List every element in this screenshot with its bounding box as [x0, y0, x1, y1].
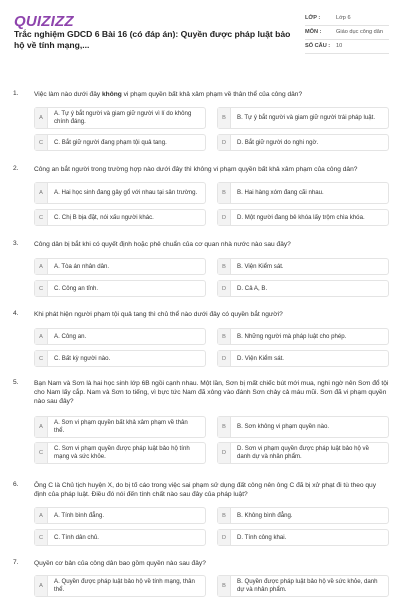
question-text [34, 90, 390, 99]
option-c[interactable] [34, 134, 206, 151]
option-text: B. Những người mà pháp luật cho phép. [237, 332, 347, 340]
option-letter: A [35, 329, 48, 344]
option-letter: B [218, 508, 231, 523]
option-a[interactable] [34, 328, 206, 345]
question-emphasis: không [102, 91, 122, 98]
meta-label: LỚP : [305, 15, 321, 21]
question-text: Công an bắt người trong trường hợp nào dưới đây thì không vi phạm quyền bất khả xâm phạm của công dân? [34, 166, 358, 173]
option-text: D. Cả A, B. [237, 284, 268, 292]
option-b[interactable] [217, 107, 389, 129]
option-d[interactable] [217, 134, 389, 151]
option-text: D. Viện Kiểm sát. [237, 354, 284, 362]
option-text: D. Một người đang bẻ khóa lấy trộm chìa khóa. [237, 213, 365, 221]
question-text: Quyền cơ bản của công dân bao gồm quyền nào sau đây? [34, 560, 206, 567]
option-letter: B [218, 183, 231, 203]
question-number: 1. [13, 90, 19, 97]
option-text: D. Bắt giữ người do nghi ngờ. [237, 138, 319, 146]
option-d[interactable] [217, 442, 389, 464]
option-a[interactable] [34, 416, 206, 438]
option-text: B. Quyền được pháp luật bảo hộ về sức khỏe, danh dự và nhân phẩm. [237, 578, 378, 593]
option-text: A. Tính bình đẳng. [54, 511, 105, 519]
option-letter: D [218, 135, 231, 150]
option-letter: D [218, 351, 231, 366]
question-number: 6. [13, 481, 19, 488]
option-text: C. Bất kỳ người nào. [54, 354, 111, 362]
question-text: Ông C là Chủ tịch huyện X, do bị tố cáo trong việc sai phạm sử dụng đất công nên ông C đã bị xử phạt đi tù theo quy định của pháp luật. Điều đó nói đến tính chất nào sau đây của pháp luật? [34, 482, 377, 498]
option-text: C. Chị B bịa đặt, nói xấu người khác. [54, 213, 154, 221]
option-text: C. Bắt giữ người đang phạm tội quả tang. [54, 138, 167, 146]
option-c[interactable] [34, 209, 206, 226]
option-text: A. Quyền được pháp luật bảo hộ về tính mạng, thân thể. [54, 578, 195, 593]
option-letter: D [218, 530, 231, 545]
option-text: C. Tính dân chủ. [54, 533, 99, 541]
question-number: 4. [13, 310, 19, 317]
option-a[interactable] [34, 107, 206, 129]
quiz-meta [305, 12, 389, 54]
option-letter: A [35, 508, 48, 523]
option-letter: C [35, 135, 48, 150]
question-number: 7. [13, 559, 19, 566]
option-d[interactable] [217, 280, 389, 297]
question-number: 3. [13, 240, 19, 247]
option-text: B. Hai hàng xóm đang cãi nhau. [237, 189, 324, 196]
option-letter: B [218, 417, 231, 437]
option-letter: B [218, 108, 231, 128]
option-b[interactable] [217, 416, 389, 438]
option-b[interactable] [217, 182, 389, 204]
option-c[interactable] [34, 280, 206, 297]
option-a[interactable] [34, 507, 206, 524]
option-letter: C [35, 210, 48, 225]
question-text: Khi phát hiện người phạm tội quả tang thì chủ thể nào dưới đây có quyền bắt người? [34, 311, 283, 318]
option-text: A. Công an. [54, 332, 87, 340]
option-d[interactable] [217, 529, 389, 546]
option-letter: B [218, 329, 231, 344]
quizizz-logo[interactable]: QUIZIZZ [14, 13, 74, 30]
option-letter: A [35, 576, 48, 596]
option-letter: B [218, 576, 231, 596]
option-text: B. Viện Kiểm sát. [237, 262, 284, 270]
option-letter: C [35, 351, 48, 366]
option-text: A. Tòa án nhân dân. [54, 262, 110, 270]
option-c[interactable] [34, 529, 206, 546]
option-b[interactable] [217, 507, 389, 524]
page-title: Trắc nghiệm GDCD 6 Bài 16 (có đáp án): Quyền được pháp luật bảo hộ về tính mạng,... [14, 29, 291, 50]
option-b[interactable] [217, 575, 389, 597]
question-text: Công dân bị bắt khi có quyết định hoặc phê chuẩn của cơ quan nhà nước nào sau đây? [34, 241, 291, 248]
option-letter: D [218, 210, 231, 225]
option-text: D. Sơn vi phạm quyền được pháp luật bảo hộ về danh dự và nhân phẩm. [237, 445, 369, 460]
option-a[interactable] [34, 258, 206, 275]
option-c[interactable] [34, 350, 206, 367]
option-b[interactable] [217, 328, 389, 345]
option-text: A. Tự ý bắt người và giam giữ người vì lí do không chính đáng. [54, 110, 192, 125]
option-letter: A [35, 183, 48, 203]
option-letter: A [35, 259, 48, 274]
option-letter: B [218, 259, 231, 274]
option-letter: C [35, 281, 48, 296]
meta-value: 10 [336, 43, 343, 49]
quiz-header [0, 0, 400, 76]
meta-row-subject [305, 26, 389, 40]
option-text: B. Không bình đẳng. [237, 511, 293, 519]
option-text: C. Công an tỉnh. [54, 284, 99, 292]
option-letter: D [218, 443, 231, 463]
option-b[interactable] [217, 258, 389, 275]
option-a[interactable] [34, 182, 206, 204]
option-c[interactable] [34, 442, 206, 464]
option-d[interactable] [217, 209, 389, 226]
option-text: C. Sơn vi phạm quyền được pháp luật bảo hộ tính mạng và sức khỏe. [54, 445, 190, 460]
option-d[interactable] [217, 350, 389, 367]
option-text: A. Hai học sinh đang gây gổ với nhau tại sân trường. [54, 189, 198, 196]
question-text-part: Việc làm nào dưới đây [34, 91, 102, 98]
option-text: A. Sơn vi phạm quyền bất khả xâm phạm về thân thể. [54, 419, 188, 434]
option-text: B. Sơn không vi phạm quyền nào. [237, 423, 330, 430]
option-letter: C [35, 443, 48, 463]
meta-value: Giáo dục công dân [336, 29, 383, 35]
question-text-part: vi phạm quyền bất khả xâm phạm về thân thể của công dân? [121, 91, 303, 98]
question-text: Bạn Nam và Sơn là hai học sinh lớp 6B ngồi cạnh nhau. Một lần, Sơn bị mất chiếc bút mới mua, nghi ngờ nên Sơn đổ tội cho Nam lấy cắp. Nam và Sơn to tiếng, vì bực tức Nam đã xông vào đánh Sơn chảy cả máu mũi. Sơn đã vi phạm quyền nào sau đây? [34, 380, 389, 405]
option-letter: A [35, 417, 48, 437]
meta-row-grade [305, 12, 389, 26]
option-a[interactable] [34, 575, 206, 597]
option-letter: A [35, 108, 48, 128]
meta-row-count [305, 40, 389, 54]
option-text: D. Tính công khai. [237, 533, 287, 541]
meta-label: MÔN : [305, 29, 322, 35]
option-letter: C [35, 530, 48, 545]
meta-value: Lớp 6 [336, 15, 351, 21]
question-number: 5. [13, 379, 19, 386]
meta-label: SỐ CÂU : [305, 43, 331, 49]
option-letter: D [218, 281, 231, 296]
option-text: B. Tự ý bắt người và giam giữ người trái pháp luật. [237, 114, 376, 121]
question-number: 2. [13, 165, 19, 172]
